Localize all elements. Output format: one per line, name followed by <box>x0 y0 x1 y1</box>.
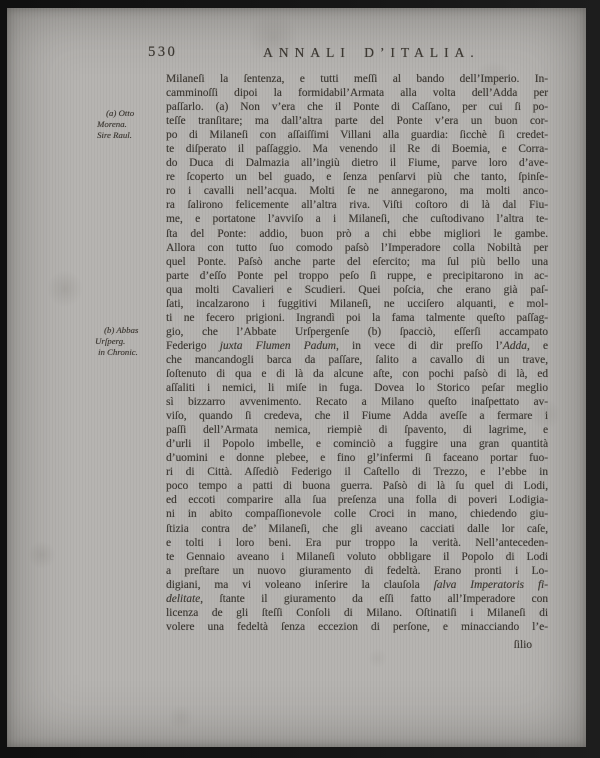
body-line: d’urli il Popolo imbelle, e cominciò a fuggire una gran quantità <box>166 438 548 451</box>
body-line: teſſe tranſitare; ma dall’altra parte del Ponte v’era un buon cor- <box>166 115 548 128</box>
body-line: sì bizzarro avvenimento. Recato a Milano queſto inaſpettato av- <box>166 396 548 409</box>
margin-note-line: Sire Raul. <box>97 130 132 140</box>
body-line: ſtizia contra de’ Milaneſi, che gli aveano cacciati dalle lor caſe, <box>166 522 548 535</box>
body-line: te diſperato il paſſaggio. Ma venendo il Re di Boemia, e Corra- <box>166 143 548 156</box>
running-title: ANNALI D’ITALIA. <box>263 45 480 60</box>
margin-note-line: Morena. <box>97 119 127 129</box>
page-paper <box>7 8 586 747</box>
body-line: ni in abito compaſſionevole colle Croci in mano, chiedendo giu- <box>166 508 548 521</box>
margin-note-line: (b) Abbas <box>104 325 139 335</box>
body-line: camminoſſi dipoi la formidabil’Armata alla volta dell’Adda per <box>166 87 548 100</box>
margin-note-line: (a) Otto <box>106 108 135 118</box>
body-line: po di Milaneſi con aſſaiſſimi Villani alla guardia: ſicchè ſi credet- <box>166 129 548 142</box>
catchword: ſilio <box>513 639 532 651</box>
body-line: parte d’eſſo Ponte pel troppo peſo ſi ruppe, e precipitarono in ac- <box>166 269 548 282</box>
body-line: ra ſalirono felicemente all’altra riva. Viſti coſtoro di là dal Fiu- <box>166 199 548 212</box>
body-line: ti ne fecero prigioni. Ingrandì poi la fama talmente queſto paſſag- <box>166 311 548 324</box>
body-text <box>166 72 548 634</box>
body-line: paſſi dell’Armata nemica, riempiè di ſpavento, di lagrime, e <box>166 424 548 437</box>
body-line: ſoſtenuto di qua e di là da alcune aſte, con pochi paſsò di là, ed <box>166 367 548 380</box>
body-line: ſta del Ponte: addio, buon prò a chi ebbe migliori le gambe. <box>166 227 548 240</box>
body-line: quel Ponte. Paſsò anche parte del eſercito; ma ſul più bello una <box>166 255 548 268</box>
body-line: delitate, ſtante il giuramento da eſſi fatto all’Imperadore con <box>166 592 548 605</box>
body-line: me, e portatone l’avviſo a i Milaneſi, che cuſtodivano l’altra te- <box>166 213 548 226</box>
body-line: poco tempo a patti di buona guerra. Paſsò di là ſu quel di Lodi, <box>166 480 548 493</box>
body-line: Allora con tutto ſuo comodo paſsò l’Imperadore colla Nobiltà per <box>166 241 548 254</box>
body-line: re ſcoperto un bel guado, e ſenza penſarvi più che tanto, ſpinſe- <box>166 171 548 184</box>
margin-note-a <box>97 108 169 141</box>
body-line: che mancandogli barca da paſſare, ſalito a cavallo di un trave, <box>166 353 548 366</box>
body-line: paſſarlo. (a) Non v’era che il Ponte di Caſſano, per cui ſi po- <box>166 101 548 114</box>
margin-note-b <box>95 325 167 358</box>
body-line: do Duca di Dalmazia all’ingiù dietro il Fiume, parve loro d’ave- <box>166 157 548 170</box>
page-number: 530 <box>148 44 178 60</box>
body-line: d’uomini e donne plebee, e fino gl’infermi ſi faceano portar fuo- <box>166 452 548 465</box>
body-line: volere una fedeltà ſenza eccezion di perſone, e minacciando l’e- <box>166 620 548 633</box>
body-line: e tolti i loro beni. Era pur troppo la verità. Nell’anteceden- <box>166 536 548 549</box>
body-line: qua molti Cavalieri e Scudieri. Quei poſcia, che erano già paſ- <box>166 283 548 296</box>
body-line: licenza de gli ſteſſi Conſoli di Milano. Oſtinatiſi i Milaneſi di <box>166 606 548 619</box>
body-line: ſati, incalzarono i fuggitivi Milaneſi, ne ucciſero alquanti, e mol- <box>166 297 548 310</box>
body-line: gio, che l’Abbate Urſpergenſe (b) ſpacciò, eſſerſi accampato <box>166 325 548 338</box>
body-line: digiani, ma vi voleano inſerire la clauſola ſalva Imperatoris fi- <box>166 578 548 591</box>
body-line: ri di Città. Aſſediò Federigo il Caſtello di Trezzo, e l’ebbe in <box>166 466 548 479</box>
body-line: viſo, quando ſi credeva, che il Fiume Adda aveſſe a fermare i <box>166 410 548 423</box>
margin-note-line: Urſperg. <box>95 336 126 346</box>
body-line: Milaneſi la ſentenza, e tutti meſſi al bando dell’Imperio. In- <box>166 73 548 85</box>
body-line: Federigo juxta Flumen Padum, in vece di dir preſſo l’Adda, e <box>166 339 548 352</box>
body-line: te Gennaio aveano i Milaneſi voluto obbligare il Popolo di Lodi <box>166 550 548 563</box>
body-line: ed eccoti comparire alla ſua preſenza una folla di poveri Lodigia- <box>166 494 548 507</box>
body-line: ro i cavalli nell’acqua. Molti ſe ne annegarono, ma molti anco- <box>166 185 548 198</box>
margin-note-line: in Chronic. <box>98 347 138 357</box>
body-line: a preſtare un nuovo giuramento di fedeltà. Erano pronti i Lo- <box>166 564 548 577</box>
body-line: aſſaliti i nemici, li miſe in fuga. Dovea lo Storico peſar meglio <box>166 382 548 395</box>
